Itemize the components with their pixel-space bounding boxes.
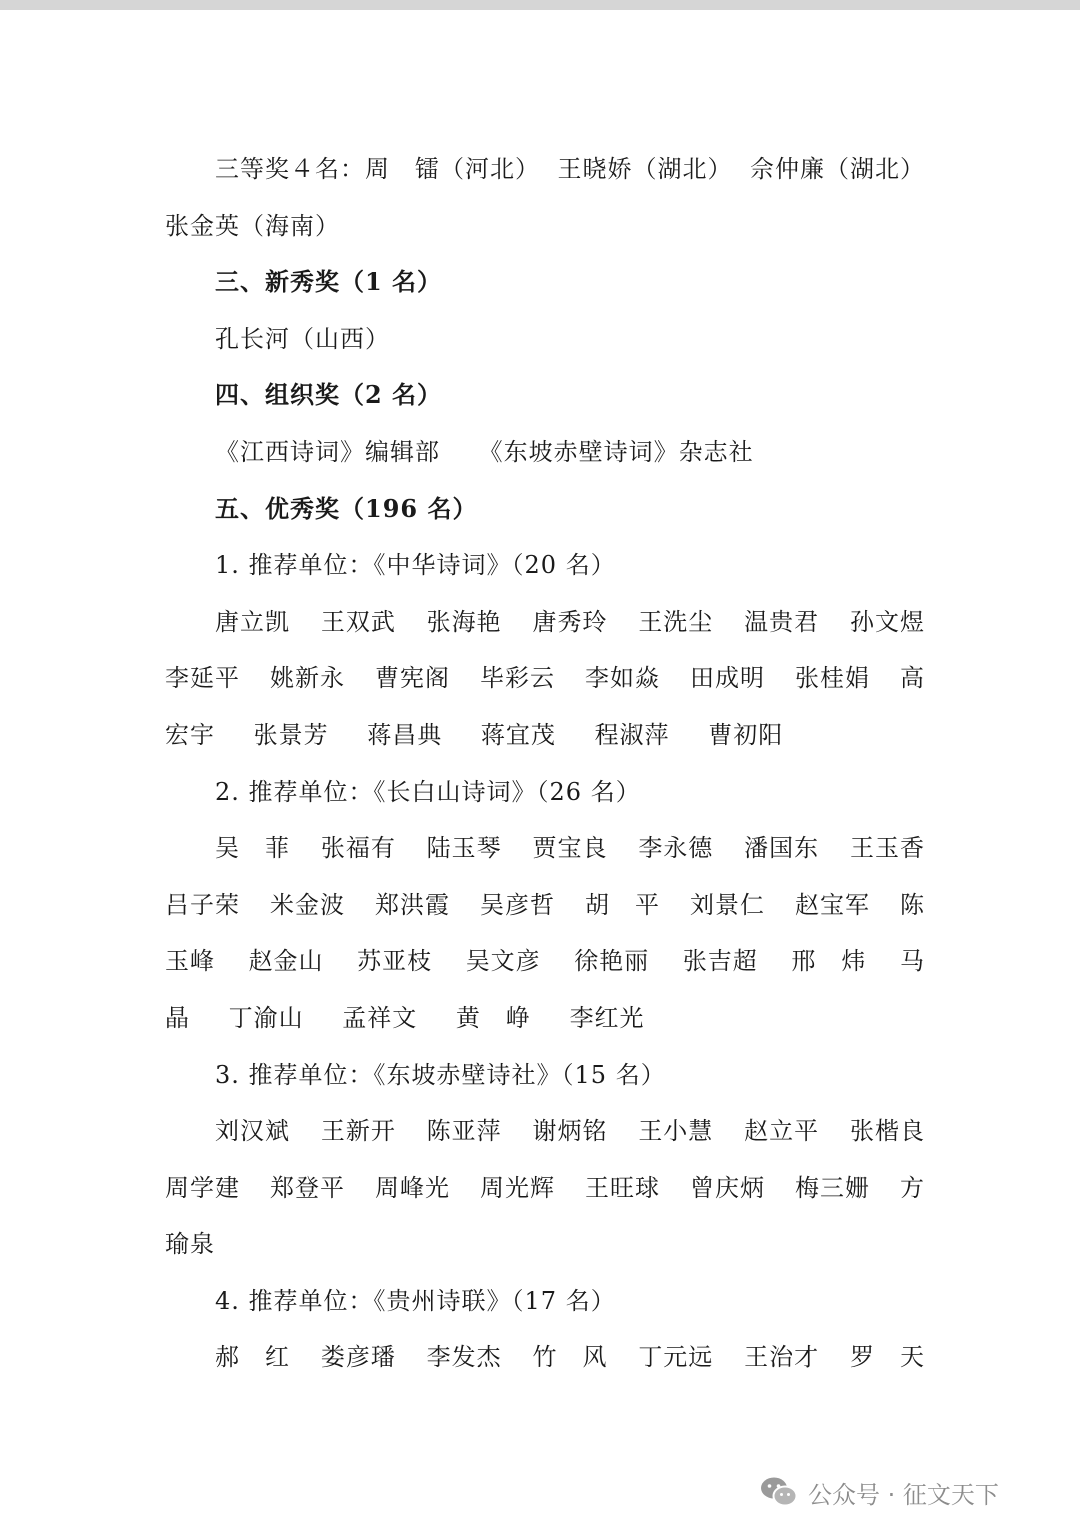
person-name: 曹初阳: [708, 720, 784, 749]
person-name: 胡 平: [585, 890, 660, 919]
person-name: 赵金山: [248, 947, 324, 976]
name-line: [165, 877, 925, 934]
person-name: 王旺球: [585, 1173, 660, 1202]
name-line: [165, 990, 925, 1047]
person-name: 张楷良: [849, 1117, 925, 1146]
person-name: 罗 天: [849, 1343, 925, 1372]
name-line: [165, 594, 925, 651]
person-name: 晶: [165, 1003, 190, 1032]
watermark-footer: [760, 1470, 999, 1514]
name-line: [165, 933, 925, 990]
person-name: 方: [900, 1173, 925, 1202]
person-name: 陆玉琴: [426, 834, 502, 863]
person-name: 赵立平: [744, 1117, 820, 1146]
person-name: 张桂娟: [795, 664, 870, 693]
person-name: 郝 红: [215, 1343, 290, 1372]
name-line: [165, 1329, 925, 1386]
third-prize-line-1: [165, 141, 925, 198]
person-name: 瑜泉: [165, 1230, 215, 1259]
person-name: 竹 风: [532, 1343, 608, 1372]
person-name: 郑登平: [270, 1173, 345, 1202]
person-name: 赵宝军: [795, 890, 870, 919]
section-heading-organization: 四、组织奖（2 名）: [215, 380, 443, 410]
person-name: 王玉香: [849, 834, 925, 863]
person-name: 宏宇: [165, 720, 215, 749]
name-line: [165, 1216, 925, 1273]
section-heading-new-talent: 三、新秀奖（1 名）: [215, 267, 443, 297]
person-name: 周峰光: [375, 1173, 450, 1202]
person-name: 徐艳丽: [574, 947, 650, 976]
section-heading-excellence: 五、优秀奖（196 名）: [215, 493, 478, 523]
wechat-icon: [760, 1476, 798, 1508]
person-name: 苏亚枝: [357, 947, 433, 976]
person-name: 孙文煜: [849, 607, 925, 636]
person-name: 马: [899, 947, 925, 976]
person-name: 吕子荣: [165, 890, 240, 919]
person-name: 陈亚萍: [426, 1117, 502, 1146]
group-title: 1. 推荐单位：《中华诗词》（20 名）: [215, 551, 616, 580]
person-name: 梅三姗: [795, 1173, 870, 1202]
person-name: 蒋昌典: [367, 720, 443, 749]
person-name: 谢炳铭: [532, 1117, 608, 1146]
person-name: 刘汉斌: [215, 1117, 290, 1146]
person-name: 周学建: [165, 1173, 240, 1202]
person-name: 周光辉: [480, 1173, 555, 1202]
person-name: 吴彦哲: [480, 890, 555, 919]
person-name: 丁元远: [638, 1343, 714, 1372]
organization-units: [165, 424, 925, 481]
name-line: [165, 1103, 925, 1160]
third-prize-line-2: 张金英（海南）: [165, 211, 340, 240]
person-name: 李延平: [165, 664, 240, 693]
person-name: 田成明: [690, 664, 765, 693]
person-name: 娄彦璠: [320, 1343, 396, 1372]
org-unit: 《东坡赤壁诗词》杂志社: [478, 437, 754, 466]
person-name: 王小慧: [638, 1117, 714, 1146]
person-name: 米金波: [270, 890, 345, 919]
person-name: 玉峰: [165, 947, 215, 976]
person-name: 张福有: [320, 834, 396, 863]
name-line: [165, 1160, 925, 1217]
person-name: 王治才: [744, 1343, 820, 1372]
person-name: 姚新永: [270, 664, 345, 693]
person-name: 刘景仁: [690, 890, 765, 919]
person-name: 李发杰: [426, 1343, 502, 1372]
person-name: 潘国东: [744, 834, 820, 863]
person-name: 温贵君: [744, 607, 820, 636]
text-segment: 佘仲廉（湖北）: [750, 155, 925, 183]
new-talent-names: 孔长河（山西）: [215, 324, 390, 353]
person-name: 张海艳: [426, 607, 502, 636]
person-name: 曹宪阁: [375, 664, 450, 693]
person-name: 吴 菲: [215, 834, 290, 863]
text-segment: 王晓娇（湖北）: [557, 155, 733, 183]
name-line: [165, 650, 925, 707]
name-line: [165, 707, 925, 764]
person-name: 李永德: [638, 834, 714, 863]
person-name: 李如焱: [585, 664, 660, 693]
person-name: 唐秀玲: [532, 607, 608, 636]
top-scroll-bar: [0, 0, 1080, 10]
group-title: 3. 推荐单位：《东坡赤壁诗社》（15 名）: [215, 1060, 666, 1089]
org-unit: 《江西诗词》编辑部: [215, 437, 440, 466]
person-name: 丁渝山: [228, 1003, 304, 1032]
person-name: 郑洪霞: [375, 890, 450, 919]
person-name: 王新开: [320, 1117, 396, 1146]
person-name: 张吉超: [682, 947, 758, 976]
person-name: 王洗尘: [638, 607, 714, 636]
document-body: [165, 141, 925, 1386]
person-name: 程淑萍: [594, 720, 670, 749]
group-title: 4. 推荐单位：《贵州诗联》（17 名）: [215, 1286, 616, 1315]
name-line: [165, 820, 925, 877]
person-name: 吴文彦: [465, 947, 541, 976]
person-name: 蒋宜茂: [480, 720, 556, 749]
person-name: 唐立凯: [215, 607, 290, 636]
person-name: 王双武: [320, 607, 396, 636]
person-name: 李红光: [569, 1003, 645, 1032]
person-name: 张景芳: [253, 720, 329, 749]
person-name: 黄 峥: [455, 1003, 531, 1032]
person-name: 邢 炜: [791, 947, 867, 976]
person-name: 贾宝良: [532, 834, 608, 863]
watermark-text: 公众号 · 征文天下: [808, 1480, 999, 1509]
person-name: 孟祥文: [342, 1003, 418, 1032]
person-name: 高: [900, 664, 925, 693]
person-name: 陈: [900, 890, 925, 919]
person-name: 曾庆炳: [690, 1173, 765, 1202]
person-name: 毕彩云: [480, 664, 555, 693]
group-title: 2. 推荐单位：《长白山诗词》（26 名）: [215, 777, 641, 806]
text-segment: 三等奖４名：周 镭（河北）: [215, 155, 540, 183]
